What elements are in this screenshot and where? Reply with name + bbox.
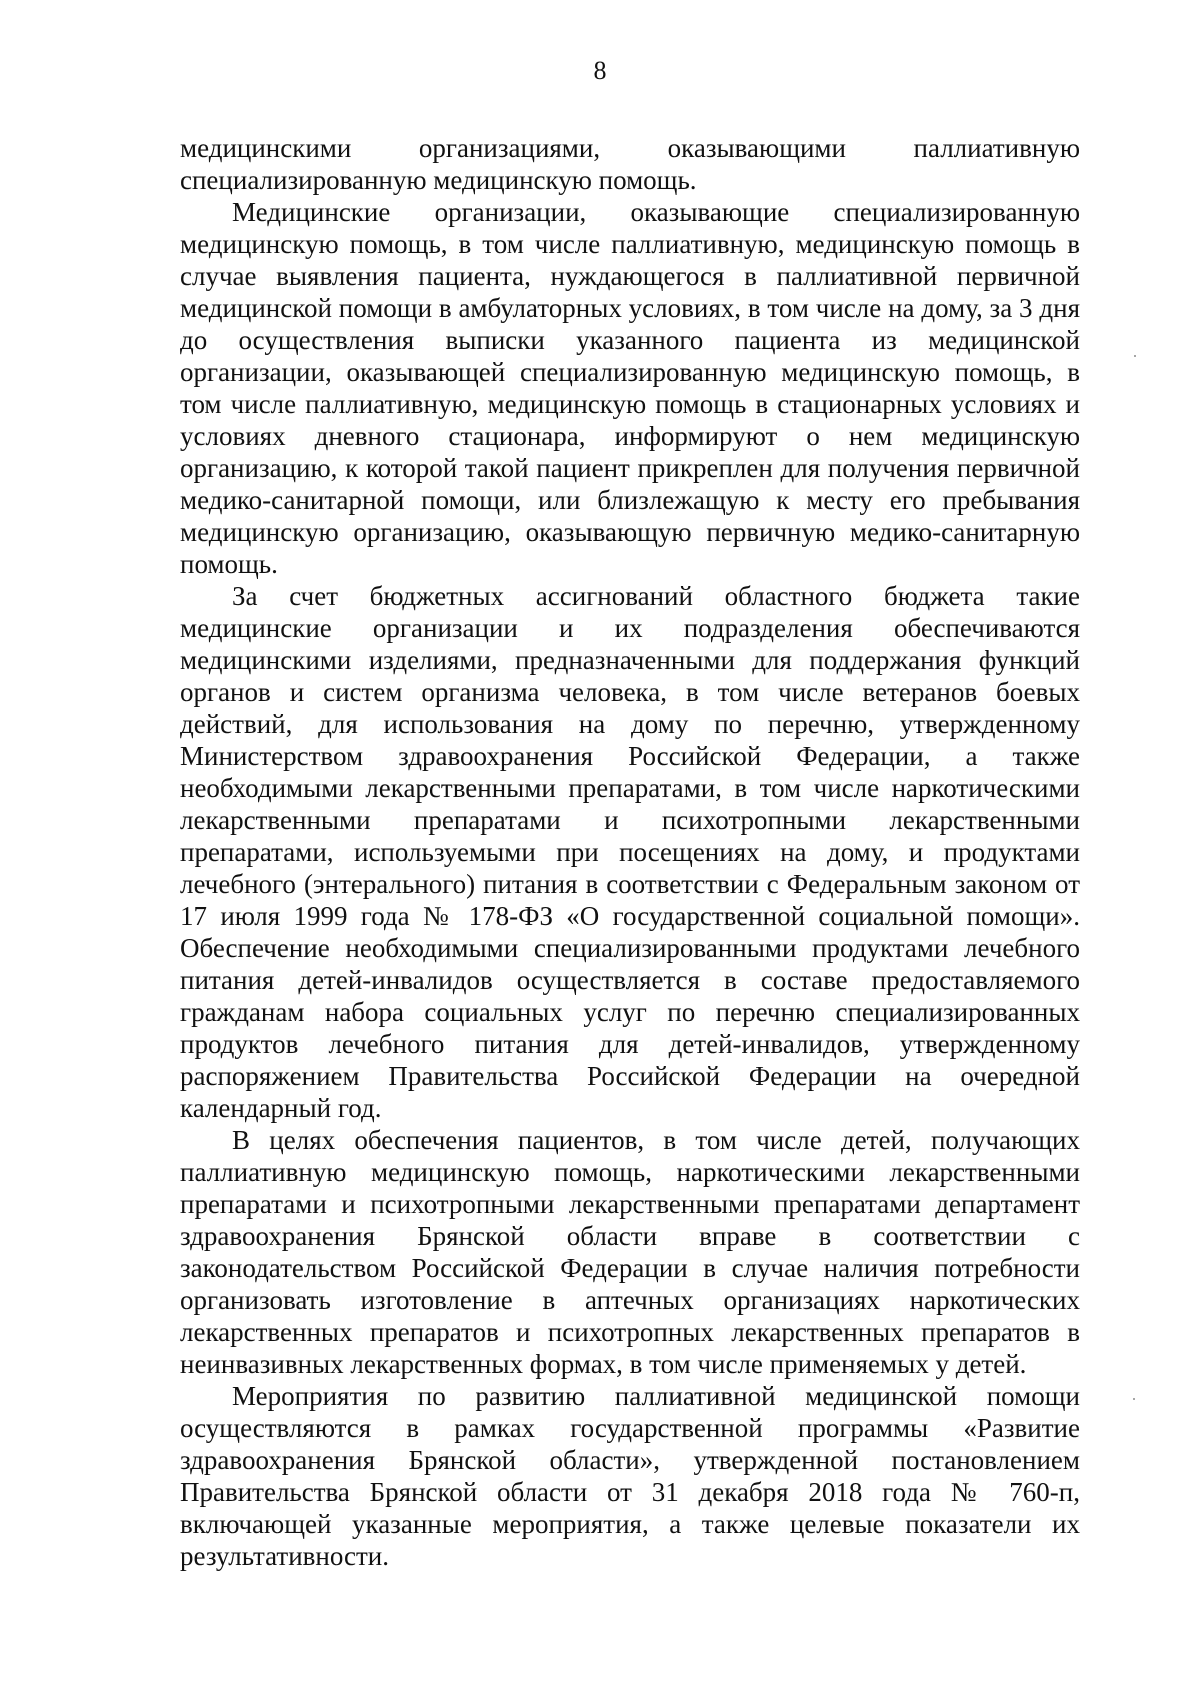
paragraph-narcotic-drugs: В целях обеспечения пациентов, в том числе детей, получающих паллиативную медицинскую помощь, наркотическими лекарственными препаратами и психотропными лекарственными препаратами департамент здравоохранения Брянской области вправе в соответствии с законодательством Российской Федерации в случае наличия потребности организовать изготовление в аптечных организациях наркотических лекарственных препаратов и психотропных лекарственных препаратов в неинвазивных лекарственных формах, в том числе применяемых у детей. (180, 1125, 1080, 1379)
scan-speck (1134, 355, 1136, 357)
paragraph-state-program: Мероприятия по развитию паллиативной медицинской помощи осуществляются в рамках государственной программы «Развитие здравоохранения Брянской области», утвержденной постановлением Правительства Брянской области от 31 декабря 2018 года № 760-п, включающей указанные мероприятия, а также целевые показатели их результативности. (180, 1381, 1080, 1571)
page-number: 8 (593, 56, 607, 85)
paragraph-budget-provision: За счет бюджетных ассигнований областного бюджета такие медицинские организации и их подразделения обеспечиваются медицинскими изделиями, предназначенными для поддержания функций органов и систем организма человека, в том числе ветеранов боевых действий, для использования на дому по перечню, утвержденному Министерством здравоохранения Российской Федерации, а также необходимыми лекарственными препаратами, в том числе наркотическими лекарственными препаратами и психотропными лекарственными препаратами, используемыми при посещениях на дому, и продуктами лечебного (энтерального) питания в соответствии с Федеральным законом от 17 июля 1999 года № 178-ФЗ «О государственной социальной помощи». Обеспечение необходимыми специализированными продуктами лечебного питания детей-инвалидов осуществляется в составе предоставляемого гражданам набора социальных услуг по перечню специализированных продуктов лечебного питания для детей-инвалидов, утвержденному распоряжением Правительства Российской Федерации на очередной календарный год. (180, 581, 1080, 1123)
document-body (180, 132, 1080, 1572)
paragraph-continuation: медицинскими организациями, оказывающими паллиативную специализированную медицинскую помощь. (180, 133, 1080, 195)
paragraph-hospital-notification: Медицинские организации, оказывающие специализированную медицинскую помощь, в том числе паллиативную, медицинскую помощь в случае выявления пациента, нуждающегося в паллиативной первичной медицинской помощи в амбулаторных условиях, в том числе на дому, за 3 дня до осуществления выписки указанного пациента из медицинской организации, оказывающей специализированную медицинскую помощь, в том числе паллиативную, медицинскую помощь в стационарных условиях и условиях дневного стационара, информируют о нем медицинскую организацию, к которой такой пациент прикреплен для получения первичной медико-санитарной помощи, или близлежащую к месту его пребывания медицинскую организацию, оказывающую первичную медико-санитарную помощь. (180, 197, 1080, 579)
scan-speck (1133, 1398, 1135, 1400)
